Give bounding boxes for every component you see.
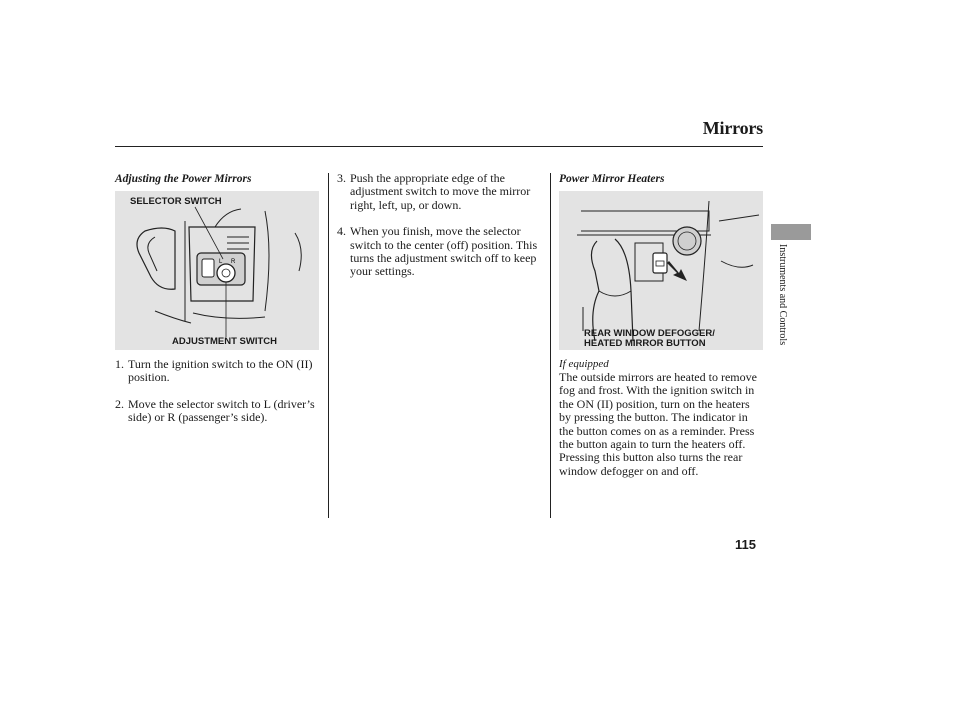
step-text: Turn the ignition switch to the ON (II) position. [128,357,313,385]
list-item [115,358,321,385]
middle-steps-list [337,172,544,292]
selector-letter-l: L [219,259,223,265]
defogger-illustration [559,191,763,350]
step-number: 3. [337,171,346,185]
list-item [115,398,321,425]
step-text: Move the selector switch to L (driver’s side) or R (passenger’s side). [128,396,315,425]
selector-letter-r: R [231,259,236,265]
column-divider-left [328,173,329,518]
step-number: 2. [115,396,124,411]
step-text: When you finish, move the selector switch to the center (off) position. This turns the adjustment switch off to keep your settings. [350,224,538,279]
list-item [337,225,544,279]
right-heading: Power Mirror Heaters [559,173,665,185]
section-tab-marker [771,224,811,240]
section-tab-label: Instruments and Controls [777,244,788,346]
adjustment-switch-label: ADJUSTMENT SWITCH [172,336,278,347]
defogger-button-figure [559,191,763,350]
mirror-switch-illustration [115,191,319,350]
selector-switch-label: SELECTOR SWITCH [130,196,222,207]
list-item [337,172,544,212]
defogger-button-label-line2: HEATED MIRROR BUTTON [584,338,706,349]
column-divider-right [550,173,551,518]
defogger-button-label-line1: REAR WINDOW DEFOGGER/ [584,328,715,339]
heater-description: The outside mirrors are heated to remove fog and frost. With the ignition switch in the ON (II) position, turn on the heaters by pressing the button. The indicator in the button comes on as a reminder. Press the button again to turn the heaters off. Pressing this button also turns the rear window defogger on and off. [559,370,757,478]
left-heading: Adjusting the Power Mirrors [115,173,252,185]
left-steps-list [115,358,321,438]
mirror-switch-figure [115,191,319,350]
header-divider [115,146,763,147]
if-equipped-note: If equipped [559,358,609,370]
step-number: 4. [337,224,346,239]
page-number: 115 [735,537,756,552]
page-title: Mirrors [702,118,763,138]
step-number: 1. [115,357,124,371]
step-text: Push the appropriate edge of the adjustment switch to move the mirror right, left, up, or down. [350,171,531,212]
